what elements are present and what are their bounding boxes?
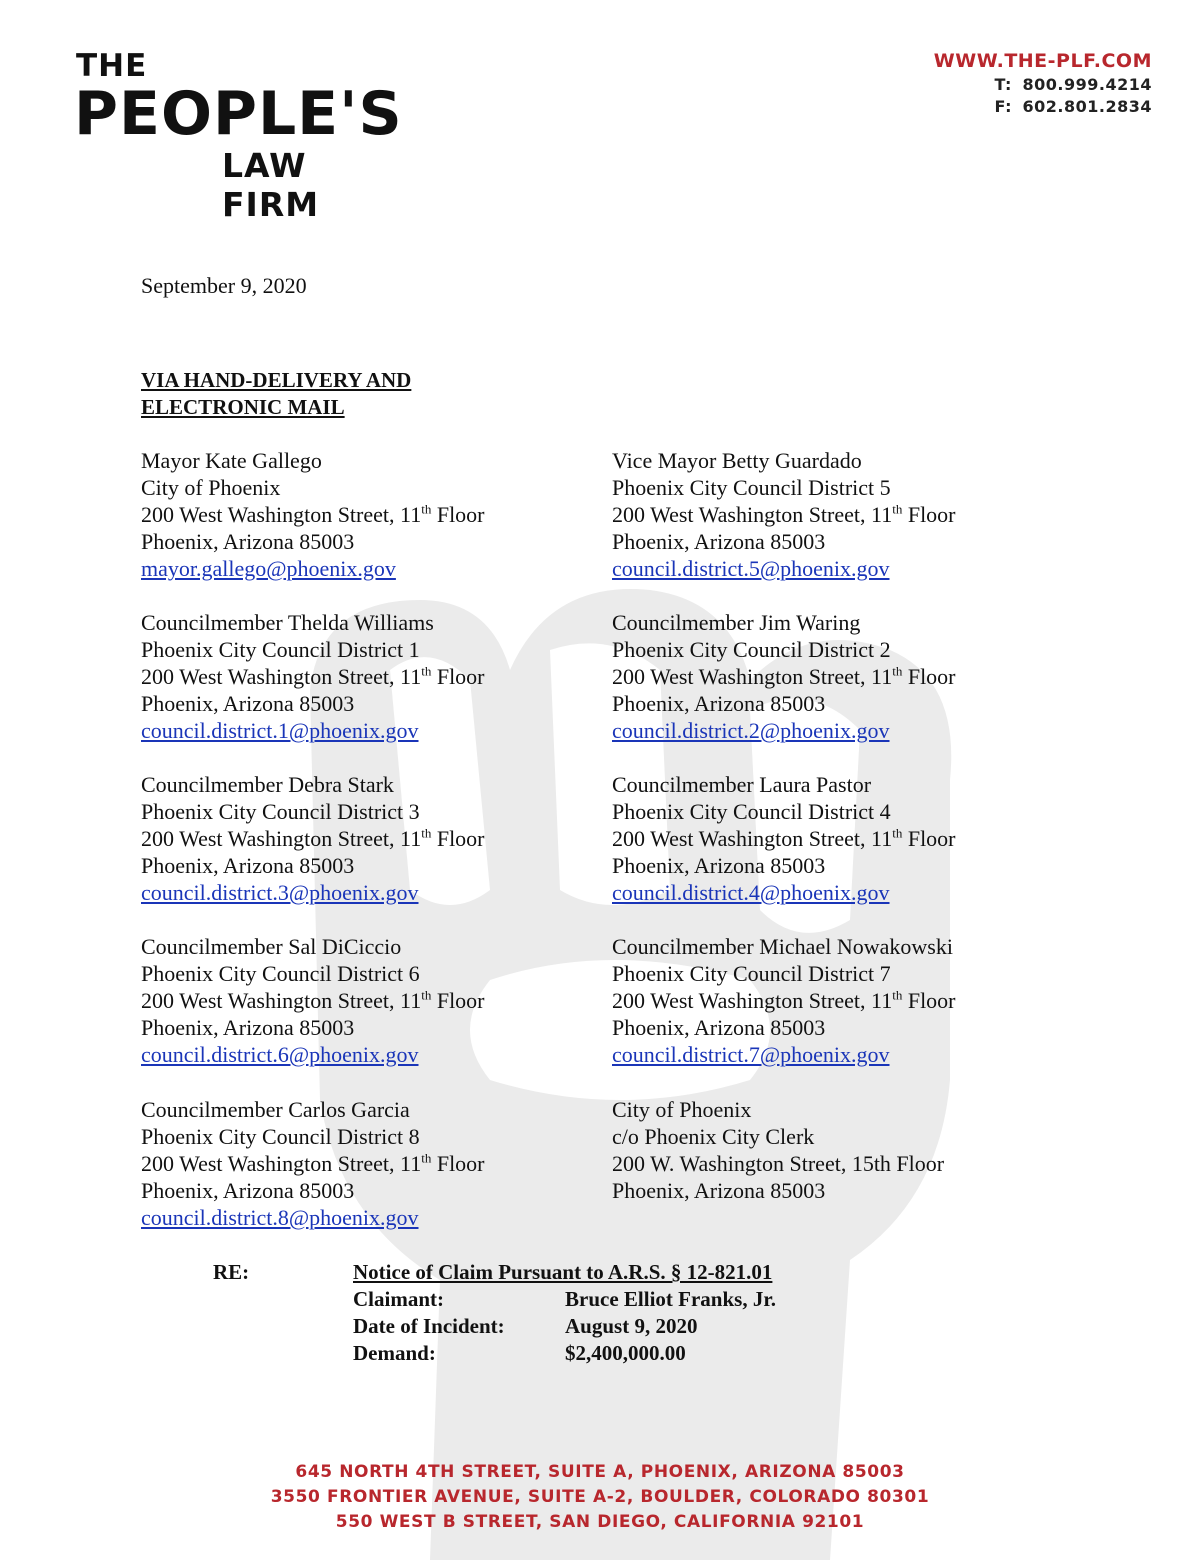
demand-label: Demand:	[353, 1341, 436, 1365]
recipient-name: Councilmember Laura Pastor	[612, 772, 872, 797]
recipient-name: Councilmember Michael Nowakowski	[612, 934, 953, 959]
recipient-email[interactable]: council.district.4@phoenix.gov	[612, 880, 890, 905]
logo-law-firm: LAW FIRM	[222, 146, 320, 224]
incident-date-label: Date of Incident:	[353, 1314, 505, 1338]
recipient-name: Councilmember Jim Waring	[612, 610, 861, 635]
firm-fax	[934, 97, 1152, 116]
address-san-diego: 550 WEST B STREET, SAN DIEGO, CALIFORNIA 92101	[335, 1512, 865, 1532]
address-boulder: 3550 FRONTIER AVENUE, SUITE A-2, BOULDER, COLORADO 80301	[270, 1487, 930, 1507]
recipient-street: 200 West Washington Street, 11th Floor	[141, 501, 485, 527]
re-claimant	[353, 1287, 776, 1312]
recipient-street: 200 West Washington Street, 11th Floor	[612, 987, 956, 1013]
recipient-city: Phoenix, Arizona 85003	[612, 853, 826, 878]
recipient-email[interactable]: council.district.3@phoenix.gov	[141, 880, 419, 905]
recipient-name: City of Phoenix	[612, 1097, 752, 1122]
firm-phone	[934, 75, 1152, 94]
logo-the: THE	[76, 48, 148, 84]
recipient-street: 200 West Washington Street, 11th Floor	[612, 501, 956, 527]
recipient-email[interactable]: council.district.2@phoenix.gov	[612, 718, 890, 743]
recipient-block	[141, 609, 581, 744]
recipient-city: Phoenix, Arizona 85003	[612, 529, 826, 554]
recipient-street: 200 West Washington Street, 11th Floor	[612, 663, 956, 689]
recipient-city: Phoenix, Arizona 85003	[141, 853, 355, 878]
recipient-block	[612, 771, 1052, 906]
recipient-email[interactable]: mayor.gallego@phoenix.gov	[141, 556, 396, 581]
recipient-street: 200 West Washington Street, 11th Floor	[141, 663, 485, 689]
recipient-city: Phoenix, Arizona 85003	[141, 1178, 355, 1203]
delivery-line-2: ELECTRONIC MAIL	[141, 395, 345, 419]
recipient-city: Phoenix, Arizona 85003	[141, 1015, 355, 1040]
recipient-city: Phoenix, Arizona 85003	[141, 529, 355, 554]
recipient-block	[141, 447, 581, 582]
recipient-block	[612, 447, 1052, 582]
recipient-city: Phoenix, Arizona 85003	[612, 691, 826, 716]
recipient-org: Phoenix City Council District 5	[612, 475, 891, 500]
phone-number: 800.999.4214	[1022, 75, 1152, 94]
recipient-org: Phoenix City Council District 1	[141, 637, 420, 662]
firm-contact	[934, 50, 1152, 116]
firm-website[interactable]: WWW.THE-PLF.COM	[933, 50, 1152, 72]
recipient-block	[612, 933, 1052, 1068]
re-date	[353, 1314, 697, 1339]
recipient-city: Phoenix, Arizona 85003	[612, 1015, 826, 1040]
recipient-street: 200 W. Washington Street, 15th Floor	[612, 1151, 945, 1176]
recipient-org: Phoenix City Council District 8	[141, 1124, 420, 1149]
recipient-email[interactable]: council.district.5@phoenix.gov	[612, 556, 890, 581]
recipient-email[interactable]: council.district.7@phoenix.gov	[612, 1042, 890, 1067]
recipient-street: 200 West Washington Street, 11th Floor	[141, 987, 485, 1013]
recipient-email[interactable]: council.district.1@phoenix.gov	[141, 718, 419, 743]
logo-peoples: PEOPLE'S	[74, 79, 403, 149]
recipient-name: Councilmember Thelda Williams	[141, 610, 434, 635]
phone-label: T:	[994, 75, 1012, 94]
recipient-org: City of Phoenix	[141, 475, 281, 500]
recipient-org: Phoenix City Council District 6	[141, 961, 420, 986]
claimant-value: Bruce Elliot Franks, Jr.	[565, 1287, 776, 1311]
letter-date: September 9, 2020	[141, 273, 307, 298]
recipient-org: Phoenix City Council District 2	[612, 637, 891, 662]
recipient-street: 200 West Washington Street, 11th Floor	[612, 825, 956, 851]
firm-logo	[74, 46, 416, 224]
recipient-block	[141, 933, 581, 1068]
re-title: Notice of Claim Pursuant to A.R.S. § 12-821.01	[353, 1260, 773, 1284]
recipient-block	[612, 609, 1052, 744]
recipient-block	[141, 771, 581, 906]
recipient-block	[141, 1096, 581, 1231]
recipient-block	[612, 1096, 1052, 1204]
recipient-org: c/o Phoenix City Clerk	[612, 1124, 815, 1149]
claimant-label: Claimant:	[353, 1287, 444, 1311]
re-demand	[353, 1341, 686, 1366]
recipient-name: Councilmember Carlos Garcia	[141, 1097, 410, 1122]
delivery-line-1: VIA HAND-DELIVERY AND	[141, 368, 412, 392]
recipient-name: Councilmember Debra Stark	[141, 772, 394, 797]
recipient-city: Phoenix, Arizona 85003	[141, 691, 355, 716]
incident-date-value: August 9, 2020	[565, 1314, 698, 1338]
recipient-name: Vice Mayor Betty Guardado	[612, 448, 862, 473]
address-phoenix: 645 NORTH 4TH STREET, SUITE A, PHOENIX, ARIZONA 85003	[295, 1462, 905, 1482]
re-label: RE:	[213, 1260, 250, 1284]
recipient-street: 200 West Washington Street, 11th Floor	[141, 1150, 485, 1176]
fax-number: 602.801.2834	[1022, 97, 1152, 116]
demand-value: $2,400,000.00	[565, 1341, 686, 1365]
recipient-email[interactable]: council.district.8@phoenix.gov	[141, 1205, 419, 1230]
recipient-city: Phoenix, Arizona 85003	[612, 1178, 826, 1203]
fax-label: F:	[994, 97, 1012, 116]
recipient-street: 200 West Washington Street, 11th Floor	[141, 825, 485, 851]
delivery-method	[141, 367, 411, 421]
recipient-email[interactable]: council.district.6@phoenix.gov	[141, 1042, 419, 1067]
recipient-org: Phoenix City Council District 3	[141, 799, 420, 824]
recipient-org: Phoenix City Council District 7	[612, 961, 891, 986]
recipient-name: Mayor Kate Gallego	[141, 448, 322, 473]
recipient-name: Councilmember Sal DiCiccio	[141, 934, 402, 959]
firm-addresses	[0, 1460, 1200, 1535]
recipient-org: Phoenix City Council District 4	[612, 799, 891, 824]
